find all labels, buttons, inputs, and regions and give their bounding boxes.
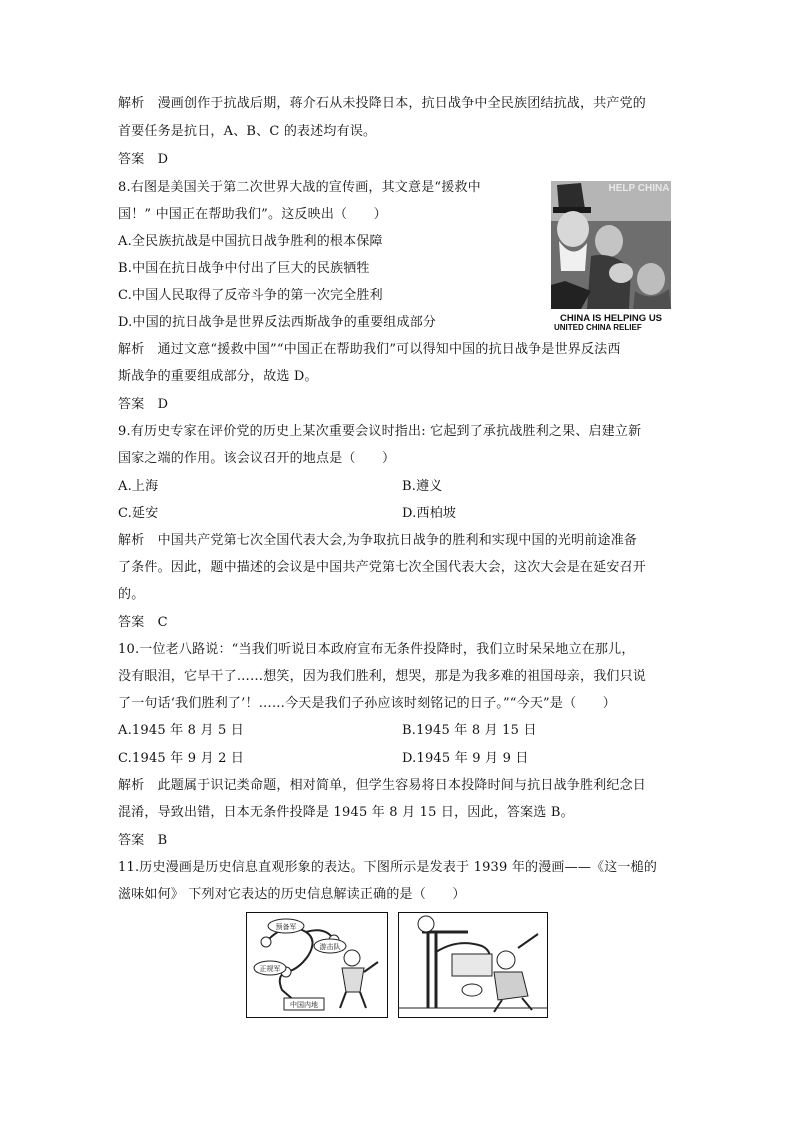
comic-label-guerrilla: 游击队 [319, 943, 341, 951]
q8-option-d: D.中国的抗日战争是世界反法西斯战争的重要组成部分 [118, 315, 437, 330]
q10-stem-line-1: 10.一位老八路说：“当我们听说日本政府宣布无条件投降时，我们立时呆呆地立在那儿， [118, 642, 635, 657]
q8-answer: 答案 D [118, 397, 169, 412]
q8-option-c: C.中国人民取得了反帝斗争的第一次完全胜利 [118, 288, 383, 303]
help-china-poster-image [551, 181, 671, 331]
q10-option-a: A.1945 年 8 月 5 日 [118, 723, 245, 738]
comic-panel-right [398, 912, 548, 1018]
q9-option-b: B.遵义 [402, 479, 443, 494]
q9-stem-line-2: 国家之端的作用。该会议召开的地点是（ ） [118, 451, 396, 466]
comic-label-reserve: 预备军 [275, 923, 297, 931]
q9-answer: 答案 C [118, 615, 168, 630]
q9-analysis-line-1: 解析 中国共产党第七次全国代表大会,为争取抗日战争的胜利和实现中国的光明前途准备 [118, 533, 638, 548]
q8-analysis-line-2: 斯战争的重要组成部分，故选 D。 [118, 369, 318, 384]
q10-analysis-line-1: 解析 此题属于识记类命题，相对简单，但学生容易将日本投降时间与抗日战争胜利纪念日 [118, 778, 647, 793]
q10-analysis-line-2: 混淆，导致出错，日本无条件投降是 1945 年 8 月 15 日，因此，答案选 B。 [118, 805, 574, 820]
q10-stem-line-2: 没有眼泪，它早干了……想笑，因为我们胜利，想哭，那是为我多难的祖国母亲，我们只说 [118, 669, 647, 684]
poster-caption-line-2: UNITED CHINA RELIEF [554, 323, 642, 331]
q8-stem-line-2: 国！” 中国正在帮助我们”。这反映出（ ） [118, 207, 387, 222]
q7-analysis-line-2: 首要任务是抗日，A、B、C 的表述均有误。 [118, 124, 377, 139]
q10-option-c: C.1945 年 9 月 2 日 [118, 751, 245, 766]
comic-label-regular-army: 正规军 [259, 965, 281, 973]
poster-top-text: HELP CHINA [608, 183, 670, 194]
q11-stem-line-1: 11.历史漫画是历史信息直观形象的表达。下图所示是发表于 1939 年的漫画——《这一槌的 [118, 860, 658, 875]
q10-option-b: B.1945 年 8 月 15 日 [402, 723, 537, 738]
q9-stem-line-1: 9.有历史专家在评价党的历史上某次重要会议时指出: 它起到了承抗战胜利之果、启建立新 [118, 424, 642, 439]
q8-option-a: A.全民族抗战是中国抗日战争胜利的根本保障 [118, 234, 383, 249]
q8-stem-line-1: 8.右图是美国关于第二次世界大战的宣传画，其文意是“援救中 [118, 180, 481, 195]
comic-panel-left [246, 912, 388, 1018]
q9-option-a: A.上海 [118, 479, 159, 494]
q11-stem-line-2: 滋味如何》 下列对它表达的历史信息解读正确的是（ ） [118, 887, 466, 902]
q9-option-c: C.延安 [118, 506, 159, 521]
q10-option-d: D.1945 年 9 月 9 日 [402, 751, 529, 766]
q7-answer: 答案 D [118, 152, 169, 167]
q10-answer: 答案 B [118, 833, 168, 848]
q9-option-d: D.西柏坡 [402, 506, 457, 521]
comic-label-inland: 中国内地 [290, 1001, 318, 1009]
poster-caption-line-1: CHINA IS HELPING US [559, 313, 663, 324]
q8-analysis-line-1: 解析 通过文意“援救中国”“中国正在帮助我们”可以得知中国的抗日战争是世界反法西 [118, 342, 621, 357]
q9-analysis-line-2: 了条件。因此，题中描述的会议是中国共产党第七次全国代表大会，这次大会是在延安召开 [118, 560, 647, 575]
q10-stem-line-3: 了一句话‘我们胜利了’！……今天是我们子孙应该时刻铭记的日子。”“今天”是（ ） [118, 696, 616, 711]
q9-analysis-line-3: 的。 [118, 587, 145, 602]
q7-analysis-line-1: 解析 漫画创作于抗战后期，蒋介石从未投降日本，抗日战争中全民族团结抗战，共产党的 [118, 96, 647, 111]
q8-option-b: B.中国在抗日战争中付出了巨大的民族牺牲 [118, 261, 370, 276]
